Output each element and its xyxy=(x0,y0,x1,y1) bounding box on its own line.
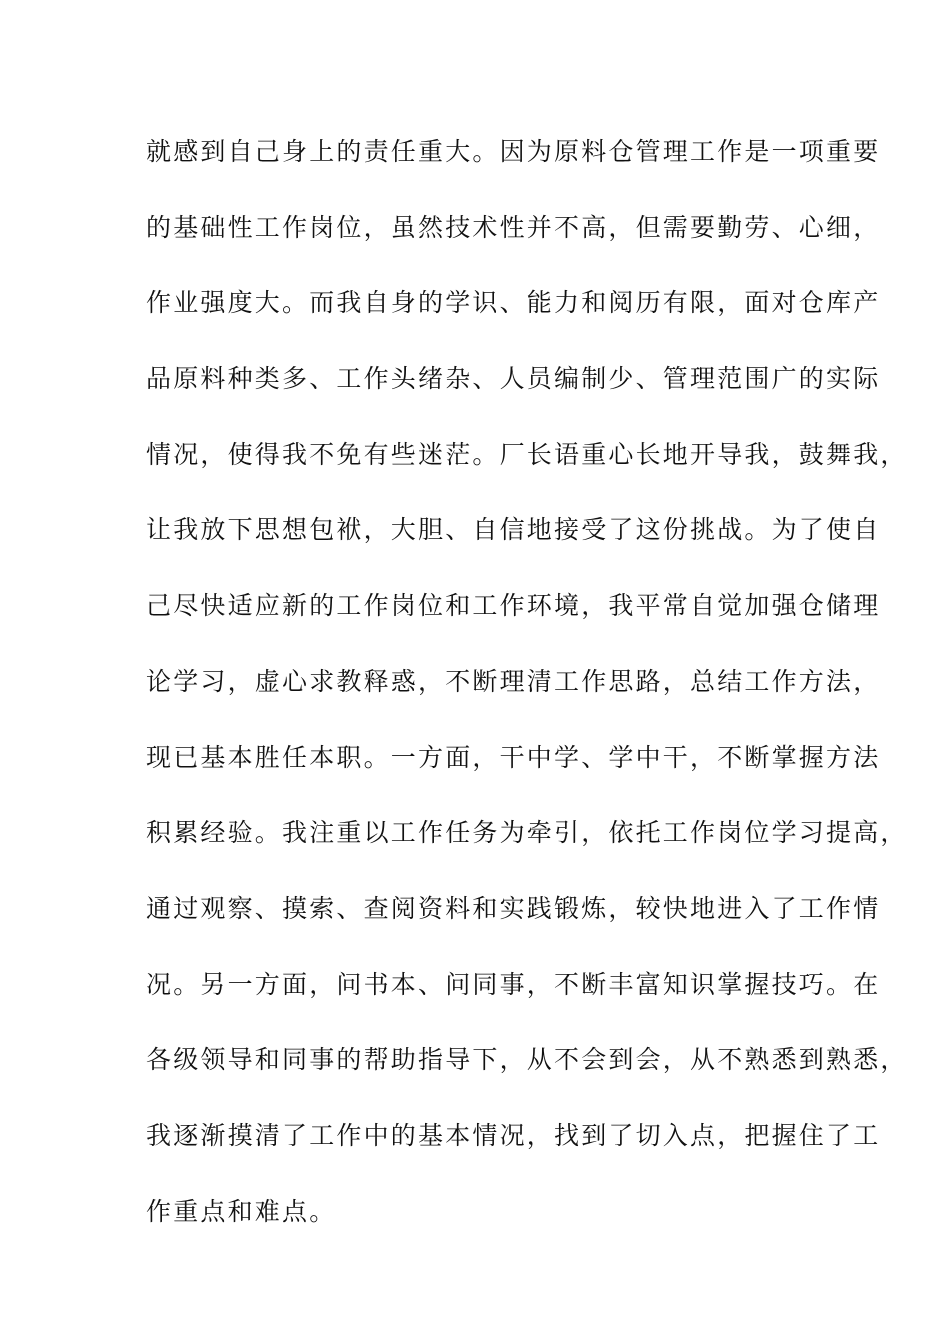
text-line-1: 就感到自己身上的责任重大。因为原料仓管理工作是一项重要 xyxy=(146,137,881,166)
text-line-12: 况。另一方面，问书本、问同事，不断丰富知识掌握技巧。在 xyxy=(146,969,881,999)
text-line-8: 论学习，虚心求教释惑，不断理清工作思路，总结工作方法， xyxy=(146,666,881,696)
text-line-2: 的基础性工作岗位，虽然技术性并不高，但需要勤劳、心细， xyxy=(146,212,881,242)
text-line-4: 品原料种类多、工作头绪杂、人员编制少、管理范围广的实际 xyxy=(146,364,881,394)
text-line-10: 积累经验。我注重以工作任务为牵引，依托工作岗位学习提高， xyxy=(146,818,908,848)
body-paragraph xyxy=(146,130,908,1265)
text-line-9: 现已基本胜任本职。一方面，干中学、学中干，不断掌握方法 xyxy=(146,742,881,772)
text-line-3: 作业强度大。而我自身的学识、能力和阅历有限，面对仓库产 xyxy=(146,288,881,318)
text-line-7: 己尽快适应新的工作岗位和工作环境，我平常自觉加强仓储理 xyxy=(146,591,881,621)
text-line-13: 各级领导和同事的帮助指导下，从不会到会，从不熟悉到熟悉， xyxy=(146,1045,908,1075)
text-line-14: 我逐渐摸清了工作中的基本情况，找到了切入点，把握住了工 xyxy=(146,1120,881,1150)
text-line-11: 通过观察、摸索、查阅资料和实践锻炼，较快地进入了工作情 xyxy=(146,893,881,923)
text-line-5: 情况，使得我不免有些迷茫。厂长语重心长地开导我，鼓舞我， xyxy=(146,439,908,469)
text-line-6: 让我放下思想包袱，大胆、自信地接受了这份挑战。为了使自 xyxy=(146,515,881,545)
text-line-15: 作重点和难点。 xyxy=(146,1196,337,1226)
